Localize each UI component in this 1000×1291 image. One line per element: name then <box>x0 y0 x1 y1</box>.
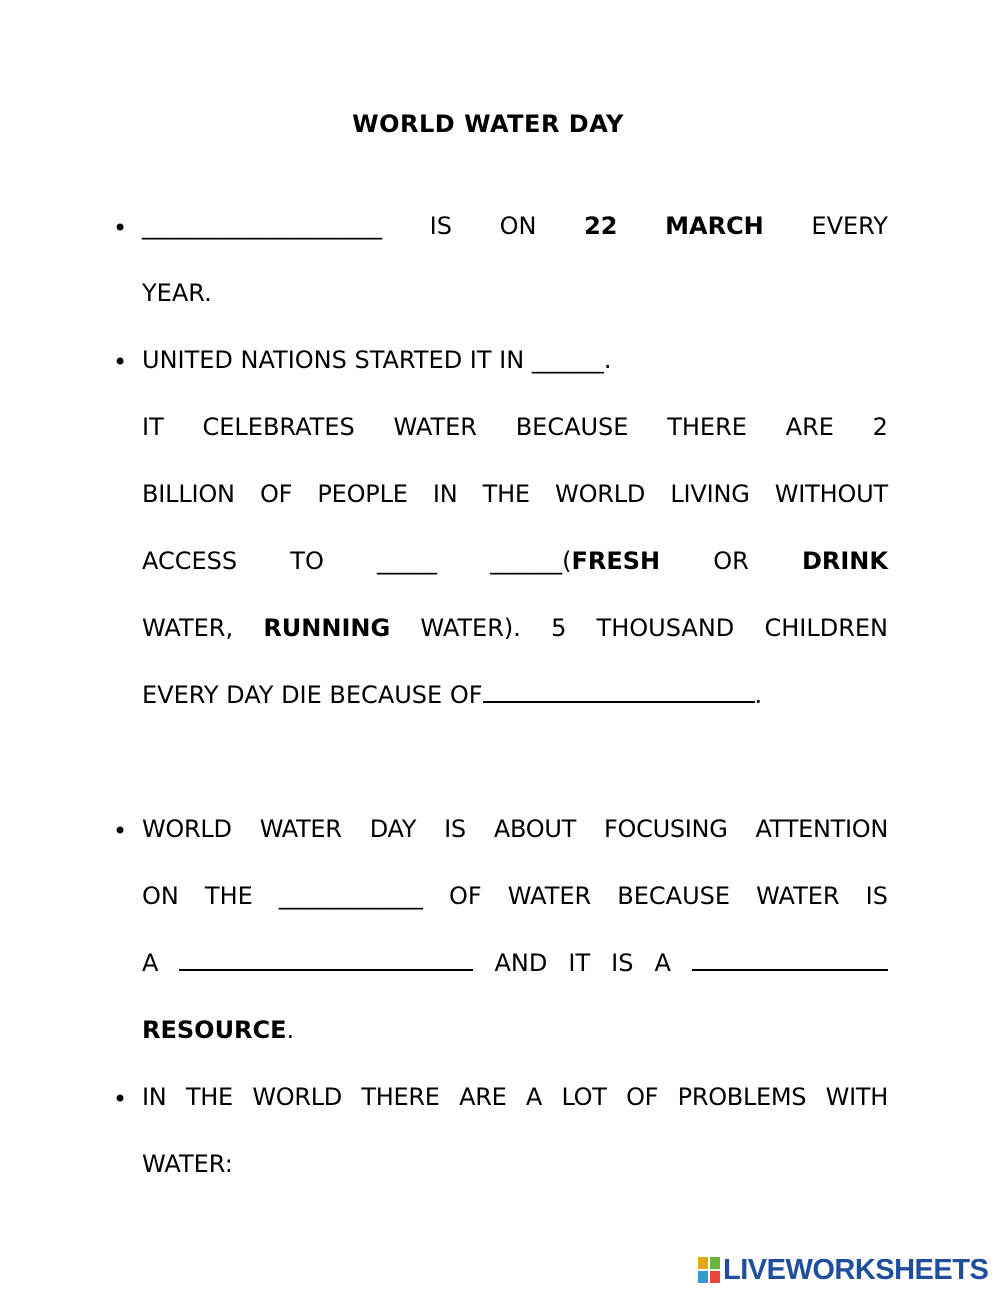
answer-blank-1[interactable]: ____________________ <box>142 212 382 240</box>
text: OF WATER BECAUSE WATER IS <box>448 882 888 910</box>
text: IT <box>142 413 164 441</box>
text-group <box>490 547 660 575</box>
text: A <box>654 949 671 977</box>
text: A <box>142 949 159 977</box>
text: WATER <box>393 413 477 441</box>
item4-line1: IN THE WORLD THERE ARE A LOT OF PROBLEMS WITH <box>142 1083 888 1111</box>
item1-line1 <box>142 210 888 242</box>
item4-line2: WATER: <box>142 1150 233 1178</box>
bullet-2: • <box>113 348 128 376</box>
text: . <box>754 681 763 709</box>
text: WATER, <box>142 614 234 642</box>
answer-blank-7[interactable] <box>179 947 473 971</box>
bold-text: MARCH <box>665 212 764 240</box>
item2-line3: BILLION OF PEOPLE IN THE WORLD LIVING WITHOUT <box>142 480 888 508</box>
text: IT <box>568 949 591 977</box>
item1-line2: YEAR. <box>142 279 212 307</box>
text: EVERY <box>811 212 888 240</box>
bold-text: RUNNING <box>263 614 391 642</box>
bullet-1: • <box>113 214 128 242</box>
answer-blank-8[interactable] <box>692 947 888 971</box>
liveworksheets-logo-icon <box>698 1257 720 1283</box>
bold-text: 22 <box>584 212 618 240</box>
item2-line6 <box>142 679 888 711</box>
item3-line3 <box>142 947 888 979</box>
text: IS <box>429 212 452 240</box>
item3-line4 <box>142 1014 888 1046</box>
text: BECAUSE <box>515 413 629 441</box>
text: OR <box>713 547 749 575</box>
bullet-3: • <box>113 817 128 845</box>
text: TO <box>290 547 324 575</box>
item3-line1: WORLD WATER DAY IS ABOUT FOCUSING ATTENTION <box>142 815 888 843</box>
text: . <box>286 1016 295 1044</box>
page-title: WORLD WATER DAY <box>352 110 624 138</box>
text: THERE <box>667 413 747 441</box>
item3-line2 <box>142 880 888 912</box>
bold-text: FRESH <box>571 547 661 575</box>
answer-blank-4[interactable]: ______( <box>490 547 572 575</box>
logo-text: LIVEWORKSHEETS <box>723 1253 989 1286</box>
text: CELEBRATES <box>202 413 355 441</box>
text: EVERY DAY DIE BECAUSE OF <box>142 681 483 709</box>
item2-line1 <box>142 344 888 376</box>
text: ON <box>499 212 537 240</box>
answer-blank-6[interactable]: ____________ <box>278 882 423 910</box>
item2-line2 <box>142 411 888 443</box>
text: ON THE <box>142 882 253 910</box>
text: ACCESS <box>142 547 238 575</box>
text: ARE <box>785 413 834 441</box>
answer-blank-2[interactable]: UNITED NATIONS STARTED IT IN ______. <box>142 346 612 374</box>
bold-text: RESOURCE <box>142 1016 287 1044</box>
text: 2 <box>872 413 888 441</box>
item2-line4 <box>142 545 888 577</box>
item2-line5 <box>142 612 888 644</box>
liveworksheets-logo <box>698 1255 988 1285</box>
bullet-4: • <box>113 1085 128 1113</box>
answer-blank-3[interactable]: _____ <box>376 547 437 575</box>
text: AND <box>494 949 548 977</box>
text: WATER). 5 THOUSAND CHILDREN <box>420 614 888 642</box>
bold-text: DRINK <box>801 547 888 575</box>
answer-blank-5[interactable] <box>483 679 755 703</box>
text: IS <box>611 949 634 977</box>
